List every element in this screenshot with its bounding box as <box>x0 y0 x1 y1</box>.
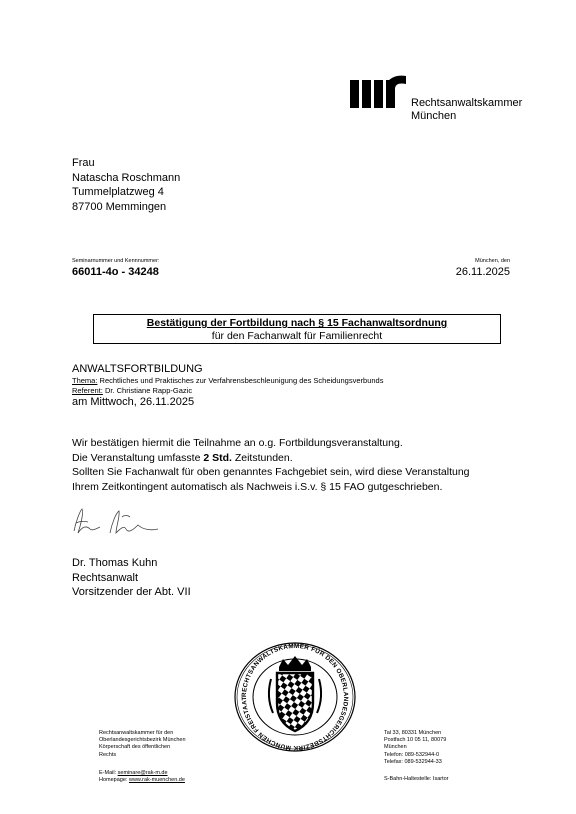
footer-org-line-3: Körperschaft des öffentlichen <box>99 744 171 751</box>
topic-text: Rechtliches und Praktisches zur Verfahrensbeschleunigung des Scheidungsverbunds <box>99 376 384 385</box>
course-speaker-line <box>72 386 383 396</box>
reference-label: Seminarnummer und Kennnummer: <box>72 258 160 264</box>
speaker-label: Referent: <box>72 386 103 395</box>
reference-number: 66011-4o - 34248 <box>72 266 159 278</box>
footer-fax: Telefax: 089-532944-33 <box>384 758 442 765</box>
course-date: am Mittwoch, 26.11.2025 <box>72 396 195 408</box>
recipient-address <box>72 156 180 214</box>
footer-address-line-2: Postfach 10 05 11, 80079 <box>384 737 447 744</box>
footer-phone: Telefon: 089-532944-0 <box>384 751 440 758</box>
org-city: München <box>411 110 457 122</box>
course-info <box>72 363 383 409</box>
footer-address <box>384 730 446 766</box>
course-topic-line <box>72 376 383 386</box>
footer-organization <box>99 730 186 759</box>
handwritten-signature <box>66 503 176 548</box>
official-seal <box>233 641 357 758</box>
footer-org-line-4: Rechts <box>99 751 117 758</box>
web-label: Homepage: <box>99 777 129 784</box>
recipient-city: 87700 Memmingen <box>72 200 167 213</box>
topic-label: Thema: <box>72 376 98 385</box>
speaker-name: Dr. Christiane Rapp-Gazic <box>104 386 193 395</box>
body-line-2-post: Zeitstunden. <box>231 451 293 464</box>
org-name: Rechtsanwaltskammer <box>411 97 523 109</box>
seal-text: RECHTSANWALTSKAMMER FÜR DEN OBERLANDESGERICHTSBEZIRK MÜNCHEN FREISTAAT <box>240 642 350 752</box>
footer-transit: S-Bahn-Haltestelle: Isartor <box>384 776 449 782</box>
body-line-1: Wir bestätigen hiermit die Teilnahme an o.g. Fortbildungsveranstaltung. <box>72 437 403 449</box>
signer-role: Vorsitzender der Abt. VII <box>72 586 191 598</box>
recipient-salutation: Frau <box>72 157 95 169</box>
footer-org-line-1: Rechtsanwaltskammer für den <box>99 730 174 736</box>
certificate-subtitle: für den Fachanwalt für Familienrecht <box>211 330 383 342</box>
homepage-link[interactable]: www.rak-muenchen.de <box>128 777 185 784</box>
body-line-3: Sollten Sie Fachanwalt für oben genanntes Fachgebiet sein, wird diese Veranstaltung <box>72 466 470 478</box>
signer-title: Rechtsanwalt <box>72 571 139 584</box>
email-link[interactable]: seminare@rak-m.de <box>117 770 168 776</box>
recipient-street: Tummelplatzweg 4 <box>72 186 164 198</box>
body-line-2-pre: Die Veranstaltung umfasste <box>72 451 204 464</box>
confirmation-text <box>72 436 470 494</box>
body-line-4: Ihrem Zeitkontingent automatisch als Nachweis i.S.v. § 15 FAO gutgeschrieben. <box>72 480 443 493</box>
certificate-box <box>93 314 501 344</box>
chamber-logo <box>350 74 408 113</box>
footer-contact <box>99 770 185 784</box>
crown-icon <box>279 656 311 671</box>
footer-org-line-2: Oberlandesgerichtsbezirk München <box>99 737 186 744</box>
footer-email-line <box>99 770 185 777</box>
recipient-name: Natascha Roschmann <box>72 171 181 184</box>
email-label: E-Mail: <box>99 770 118 776</box>
footer-address-line-3: München <box>384 744 407 751</box>
signer-name: Dr. Thomas Kuhn <box>72 557 158 569</box>
dateline-label: München, den <box>475 258 510 264</box>
footer-web-line <box>99 777 185 784</box>
dateline-date: 26.11.2025 <box>455 266 510 278</box>
signer-block <box>72 556 191 600</box>
course-heading: ANWALTSFORTBILDUNG <box>72 363 203 375</box>
body-line-2 <box>72 451 470 466</box>
certificate-title: Bestätigung der Fortbildung nach § 15 Fachanwaltsordnung <box>146 317 448 329</box>
hours-value: 2 Std. <box>203 451 232 464</box>
footer-address-line-1: Tal 33, 80331 München <box>384 730 442 736</box>
